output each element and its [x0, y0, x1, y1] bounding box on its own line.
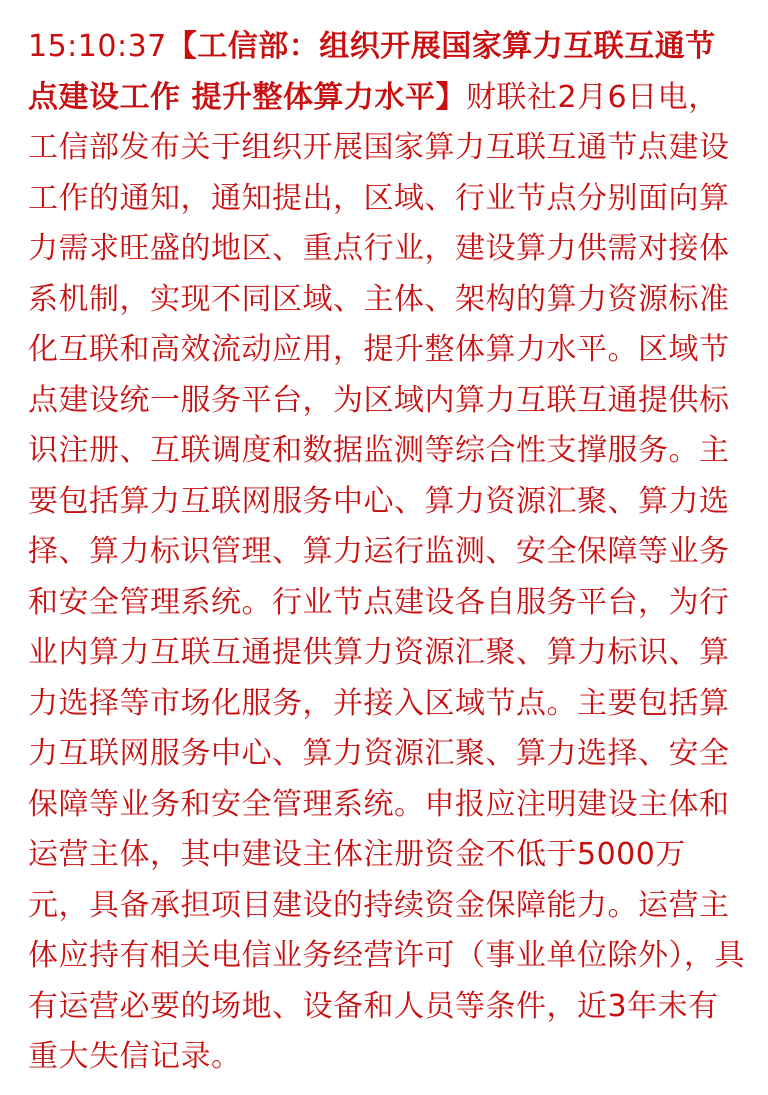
news-timestamp: 15:10:37	[28, 29, 167, 64]
news-body: 财联社2月6日电，工信部发布关于组织开展国家算力互联互通节点建设工作的通知，通知提出，区域、行业节点分别面向算力需求旺盛的地区、重点行业，建设算力供需对接体系机制，实现不同区域、主体、架构的算力资源标准化互联和高效流动应用，提升整体算力水平。区域节点建设统一服务平台，为区域内算力互联互通提供标识注册、互联调度和数据监测等综合性支撑服务。主要包括算力互联网服务中心、算力资源汇聚、算力选择、算力标识管理、算力运行监测、安全保障等业务和安全管理系统。行业节点建设各自服务平台，为行业内算力互联互通提供算力资源汇聚、算力标识、算力选择等市场化服务，并接入区域节点。主要包括算力互联网服务中心、算力资源汇聚、算力选择、安全保障等业务和安全管理系统。申报应注明建设主体和运营主体，其中建设主体注册资金不低于5000万元，具备承担项目建设的持续资金保障能力。运营主体应持有相关电信业务经营许可（事业单位除外），具有运营必要的场地、设备和人员等条件，近3年未有重大失信记录。	[28, 79, 745, 1074]
news-article	[28, 22, 746, 1083]
news-headline: 【工信部：组织开展国家算力互联互通节点建设工作 提升整体算力水平】	[28, 29, 716, 115]
